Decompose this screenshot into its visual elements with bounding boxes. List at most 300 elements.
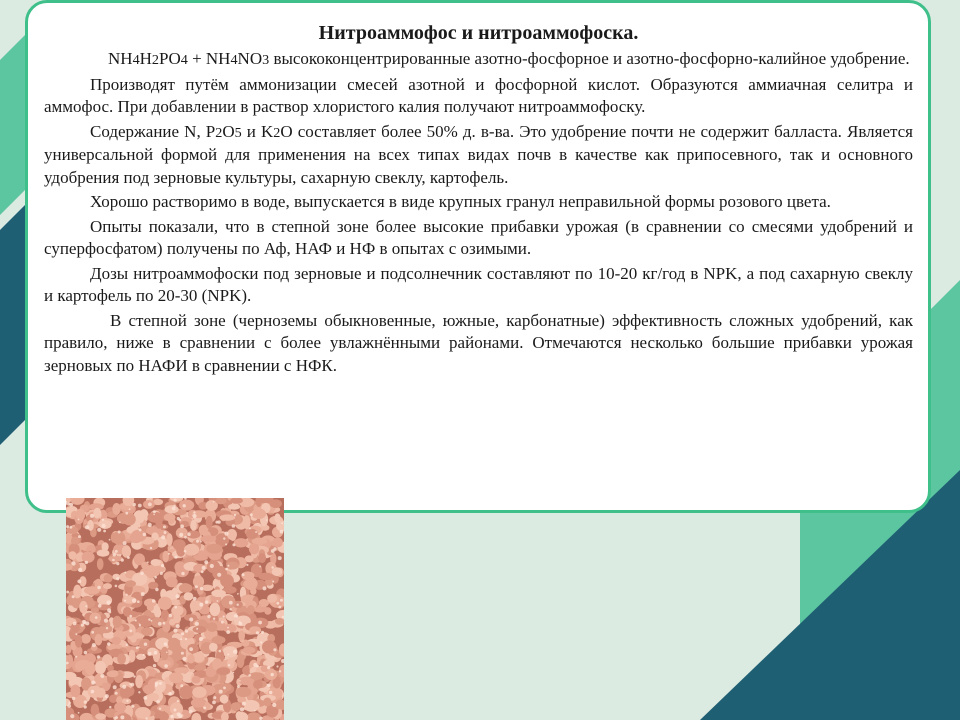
granule [247, 605, 255, 614]
granule [143, 685, 154, 695]
granule-highlight [177, 700, 179, 702]
paragraph-doses: Дозы нитроаммофоски под зерновые и подсолнечник составляют по 10-20 кг/год в NPK, а под сахарную свеклу и картофель по 20-30 (NPK). [44, 263, 913, 305]
granule [206, 516, 213, 529]
granule-highlight [151, 620, 153, 622]
granule-highlight [168, 553, 170, 555]
granule-highlight [158, 622, 162, 626]
granule-highlight [199, 637, 203, 641]
granule [97, 558, 104, 570]
granule [124, 631, 134, 637]
granule [243, 515, 250, 529]
granule-highlight [163, 622, 166, 625]
granule [209, 643, 218, 652]
granule-highlight [78, 712, 80, 714]
granule-highlight [267, 684, 271, 688]
granule-highlight [144, 643, 147, 646]
granule [253, 680, 263, 689]
granule-highlight [178, 519, 181, 522]
granule [231, 702, 241, 711]
granule-highlight [210, 564, 214, 568]
granule-highlight [148, 503, 152, 507]
granule [192, 676, 201, 684]
granule [75, 661, 86, 671]
granule [148, 693, 159, 701]
granule-highlight [224, 532, 228, 536]
granule-highlight [258, 621, 262, 625]
granule [207, 622, 218, 632]
granule [193, 626, 207, 633]
granule [258, 553, 266, 563]
granule-highlight [184, 536, 187, 539]
granule-highlight [164, 664, 168, 668]
granule-highlight [273, 547, 276, 550]
granule-highlight [155, 682, 159, 686]
granule-highlight [139, 625, 141, 627]
granule-highlight [150, 547, 152, 549]
granule-highlight [129, 615, 132, 618]
granule-highlight [115, 550, 118, 553]
granule-highlight [95, 616, 98, 619]
granule-highlight [148, 523, 152, 527]
granule-highlight [175, 606, 178, 609]
granule-highlight [271, 673, 274, 676]
granule [151, 617, 165, 627]
granule [249, 672, 265, 679]
granule-highlight [85, 605, 87, 607]
granule-highlight [225, 568, 228, 571]
granule [112, 637, 121, 645]
granule-highlight [124, 600, 126, 602]
granule-highlight [152, 599, 155, 602]
granule-highlight [256, 665, 259, 668]
granule-highlight [91, 631, 94, 634]
granule-highlight [213, 696, 216, 699]
granule-highlight [259, 717, 262, 720]
granule [141, 627, 153, 636]
granule [165, 505, 179, 513]
granule-highlight [181, 632, 184, 635]
granule-highlight [255, 531, 257, 533]
granule-highlight [237, 604, 239, 606]
granule-highlight [187, 532, 191, 536]
granule-highlight [246, 564, 248, 566]
granule [221, 595, 235, 608]
granule-highlight [75, 633, 77, 635]
granule-highlight [113, 553, 116, 556]
granule [220, 574, 234, 587]
granule-highlight [73, 622, 77, 626]
granule [190, 520, 196, 531]
granule-highlight [196, 540, 199, 543]
granule-highlight [135, 620, 137, 622]
granule-highlight [148, 618, 150, 620]
chemical-formula: NH4H2PO4 + NH4NO3 [108, 49, 270, 68]
granule-highlight [84, 705, 87, 708]
paragraph-formula [44, 48, 913, 72]
slide-title: Нитроаммофос и нитроаммофоска. [318, 22, 639, 44]
granule-highlight [129, 508, 131, 510]
granule [82, 551, 95, 562]
granule-highlight [180, 638, 182, 640]
granule-highlight [115, 692, 118, 695]
granule-highlight [196, 628, 198, 630]
granule-highlight [103, 530, 106, 533]
granule [182, 630, 194, 638]
granule [151, 559, 161, 566]
granule-highlight [163, 525, 166, 528]
granule-highlight [77, 580, 81, 584]
granule [243, 647, 256, 654]
granule-highlight [129, 683, 131, 685]
granule-highlight [155, 588, 158, 591]
granule-highlight [97, 528, 101, 532]
granule-highlight [201, 570, 204, 573]
granule-highlight [254, 710, 256, 712]
granule-highlight [129, 630, 132, 633]
granule-highlight [189, 618, 193, 622]
granule-highlight [269, 691, 273, 695]
granule-highlight [223, 615, 225, 617]
granule-highlight [202, 566, 206, 570]
granule-highlight [242, 702, 246, 706]
granule-highlight [105, 694, 109, 698]
granule-highlight [240, 707, 244, 711]
granule-highlight [184, 550, 187, 553]
granule-highlight [272, 703, 276, 707]
granule [236, 687, 252, 697]
granule-highlight [106, 627, 108, 629]
granule [244, 700, 260, 712]
granule-highlight [91, 690, 95, 694]
granule [122, 545, 131, 558]
granule-highlight [263, 586, 267, 590]
content-card [25, 0, 931, 513]
granule [227, 659, 234, 669]
granule [166, 577, 178, 588]
granule [187, 644, 198, 654]
granule [272, 567, 282, 576]
granule-highlight [192, 514, 196, 518]
granule-highlight [173, 629, 177, 633]
granule-highlight [139, 528, 142, 531]
granule-highlight [153, 514, 155, 516]
granule-highlight [280, 599, 283, 602]
granule-highlight [126, 594, 128, 596]
granule [192, 687, 206, 698]
granule-highlight [120, 715, 124, 719]
granule [234, 538, 249, 547]
granule-highlight [223, 537, 225, 539]
granule-highlight [66, 662, 69, 665]
granule-highlight [250, 513, 253, 516]
granule [262, 640, 276, 653]
granule-highlight [219, 650, 222, 653]
granule-highlight [72, 595, 75, 598]
granule-highlight [109, 706, 111, 708]
granule [95, 634, 103, 646]
granule-highlight [185, 638, 187, 640]
granule-highlight [157, 700, 160, 703]
granule-highlight [147, 652, 151, 656]
granule-highlight [130, 683, 134, 687]
granule [184, 544, 199, 556]
granule-highlight [132, 599, 136, 603]
granule [88, 685, 102, 698]
granule-highlight [217, 600, 219, 602]
paragraph-solubility: Хорошо растворимо в воде, выпускается в виде крупных гранул неправильной формы розового цвета. [90, 192, 831, 211]
granule-highlight [234, 514, 236, 516]
paragraph-steppe-zone: В степной зоне (черноземы обыкновенные, южные, карбонатные) эффективность сложных удобрений, как правило, ниже в сравнении с более увлажнёнными районами. Отмечаются несколько большие прибавки урожая зерновых по НАФИ в сравнении с НФК. [44, 310, 913, 375]
granule-highlight [249, 527, 251, 529]
granule-highlight [131, 705, 134, 708]
granule-highlight [278, 606, 281, 609]
granule [236, 711, 243, 720]
granule [258, 573, 274, 581]
granule-highlight [233, 650, 237, 654]
granule [71, 537, 80, 545]
granule [125, 580, 136, 587]
granule-highlight [177, 712, 181, 716]
granule-highlight [239, 680, 241, 682]
granule [184, 592, 194, 600]
granule-highlight [140, 572, 143, 575]
granule-highlight [107, 600, 111, 604]
granule-highlight [81, 624, 84, 627]
granule-highlight [229, 601, 233, 605]
granule [103, 583, 112, 589]
granule-highlight [160, 572, 163, 575]
granule-highlight [71, 561, 75, 565]
granule-highlight [217, 573, 221, 577]
granule-highlight [173, 505, 175, 507]
granule-highlight [164, 531, 167, 534]
granule [117, 653, 126, 664]
granule-highlight [102, 519, 104, 521]
granule-highlight [195, 585, 198, 588]
granule-highlight [125, 512, 128, 515]
granule-highlight [67, 502, 70, 505]
granule-highlight [277, 602, 280, 605]
granule-highlight [143, 654, 145, 656]
granule [161, 647, 169, 661]
granule-highlight [67, 704, 71, 708]
granule-highlight [174, 499, 177, 502]
granule-highlight [138, 691, 140, 693]
granule-highlight [169, 614, 172, 617]
granule [237, 654, 245, 668]
granule-highlight [267, 666, 270, 669]
granule [193, 576, 204, 588]
granule [130, 534, 143, 543]
granule [112, 503, 120, 515]
paragraph-production: Производят путём аммонизации смесей азотной и фосфорной кислот. Образуются аммиачная селитра и аммофос. При добавлении в раствор хлористого калия получают нитроаммофоску. [44, 74, 913, 116]
granule-highlight [168, 692, 171, 695]
granule-highlight [175, 556, 178, 559]
granule-highlight [179, 533, 183, 537]
granule-highlight [92, 643, 96, 647]
granule-highlight [207, 615, 210, 618]
granule [107, 671, 119, 678]
granule [219, 514, 235, 520]
granule-highlight [212, 701, 216, 705]
granule-highlight [153, 510, 156, 513]
granule-highlight [108, 611, 111, 614]
granule-highlight [189, 710, 193, 714]
granule-highlight [281, 522, 283, 524]
granule [104, 574, 113, 583]
granule-highlight [107, 642, 110, 645]
granule [91, 607, 99, 613]
granule-highlight [276, 665, 278, 667]
granule-highlight [136, 646, 139, 649]
granule-highlight [121, 559, 124, 562]
granule [270, 499, 282, 508]
granule-highlight [115, 716, 118, 719]
granule [99, 625, 113, 633]
granule-highlight [242, 573, 245, 576]
granule-highlight [113, 685, 117, 689]
granule-highlight [123, 541, 127, 545]
granule [179, 584, 193, 593]
granule-highlight [161, 564, 164, 567]
granule [123, 513, 136, 525]
granule-highlight [193, 511, 195, 513]
granules-image [66, 498, 284, 720]
granule-highlight [238, 622, 242, 626]
granule [75, 635, 83, 648]
granule-highlight [70, 526, 73, 529]
granule [81, 634, 91, 644]
granule-highlight [159, 708, 161, 710]
granule-highlight [199, 603, 203, 607]
granule [191, 698, 205, 707]
granule [68, 551, 76, 559]
granule [238, 630, 245, 641]
granule-highlight [91, 681, 95, 685]
granule-highlight [102, 524, 106, 528]
granule-highlight [213, 501, 215, 503]
granule [220, 695, 229, 704]
granule [169, 672, 183, 683]
granule-highlight [227, 654, 229, 656]
granule [79, 601, 88, 614]
granule [216, 667, 230, 675]
granule-highlight [256, 631, 259, 634]
granule-highlight [154, 651, 158, 655]
granule-highlight [124, 572, 126, 574]
granule-highlight [232, 543, 235, 546]
granule [108, 556, 123, 562]
granule-highlight [273, 648, 276, 651]
granule [166, 533, 172, 546]
granule [187, 654, 195, 663]
granule [250, 588, 256, 595]
granule-highlight [232, 524, 236, 528]
granule [228, 504, 240, 510]
granule-highlight [78, 519, 80, 521]
granule-highlight [261, 631, 264, 634]
granule-highlight [122, 685, 126, 689]
granule [147, 512, 163, 523]
granule-highlight [127, 556, 130, 559]
granule-highlight [278, 556, 282, 560]
granule-highlight [85, 525, 89, 529]
granule-highlight [109, 539, 111, 541]
granule [163, 551, 169, 563]
granule-highlight [75, 656, 77, 658]
granule-highlight [174, 709, 177, 712]
granule-highlight [195, 622, 199, 626]
granule [87, 520, 94, 531]
granule-highlight [78, 535, 81, 538]
granule-highlight [181, 652, 184, 655]
granule [275, 618, 284, 625]
granule [249, 626, 261, 634]
granule-highlight [70, 714, 74, 718]
granule-highlight [221, 621, 224, 624]
granule-highlight [271, 566, 273, 568]
granule-highlight [203, 707, 206, 710]
granule [251, 508, 266, 519]
granule-highlight [205, 600, 209, 604]
granule-highlight [119, 521, 121, 523]
granule-highlight [183, 504, 186, 507]
granule [154, 608, 161, 618]
granule-highlight [112, 559, 115, 562]
granule [168, 638, 180, 650]
granule-highlight [176, 594, 180, 598]
granule-highlight [126, 643, 129, 646]
granule-highlight [100, 674, 104, 678]
granule-highlight [82, 620, 86, 624]
granule [263, 698, 271, 707]
granule [273, 538, 283, 548]
granule [206, 544, 222, 554]
granule-highlight [193, 597, 197, 601]
granule-highlight [204, 560, 208, 564]
granule [67, 654, 74, 667]
granule-highlight [138, 504, 142, 508]
granule-highlight [104, 619, 108, 623]
granule-highlight [176, 624, 180, 628]
granule-highlight [237, 593, 239, 595]
granule-highlight [227, 565, 229, 567]
granule [190, 600, 196, 613]
granule-highlight [280, 530, 284, 534]
granule [171, 605, 183, 616]
granule [95, 661, 106, 674]
granule-highlight [72, 697, 75, 700]
granule-highlight [137, 600, 140, 603]
granule-highlight [266, 519, 268, 521]
granule-highlight [166, 652, 168, 654]
granule-highlight [66, 525, 69, 528]
granule-highlight [180, 684, 183, 687]
granule [114, 702, 126, 712]
granule-highlight [279, 670, 281, 672]
granule [95, 713, 106, 719]
granule [168, 514, 175, 524]
granule [249, 543, 259, 554]
granule [158, 597, 172, 610]
fertilizer-granules-photo [66, 498, 284, 720]
paragraph-formula-text: высококонцентрированные азотно-фосфорное и азотно-фосфорно-калийное удобрение. [269, 49, 910, 68]
granule-highlight [115, 585, 118, 588]
paragraph-content: Содержание N, P2O5 и K2O составляет более 50% д. в-ва. Это удобрение почти не содержит балласта. Является универсальной формой для применения на всех типах видах почв в качестве как припосевного, так и основного удобрения под зерновые культуры, сахарную свеклу, картофель. [44, 121, 913, 187]
granule-highlight [154, 576, 157, 579]
granule [259, 599, 269, 607]
granule-highlight [97, 655, 100, 658]
